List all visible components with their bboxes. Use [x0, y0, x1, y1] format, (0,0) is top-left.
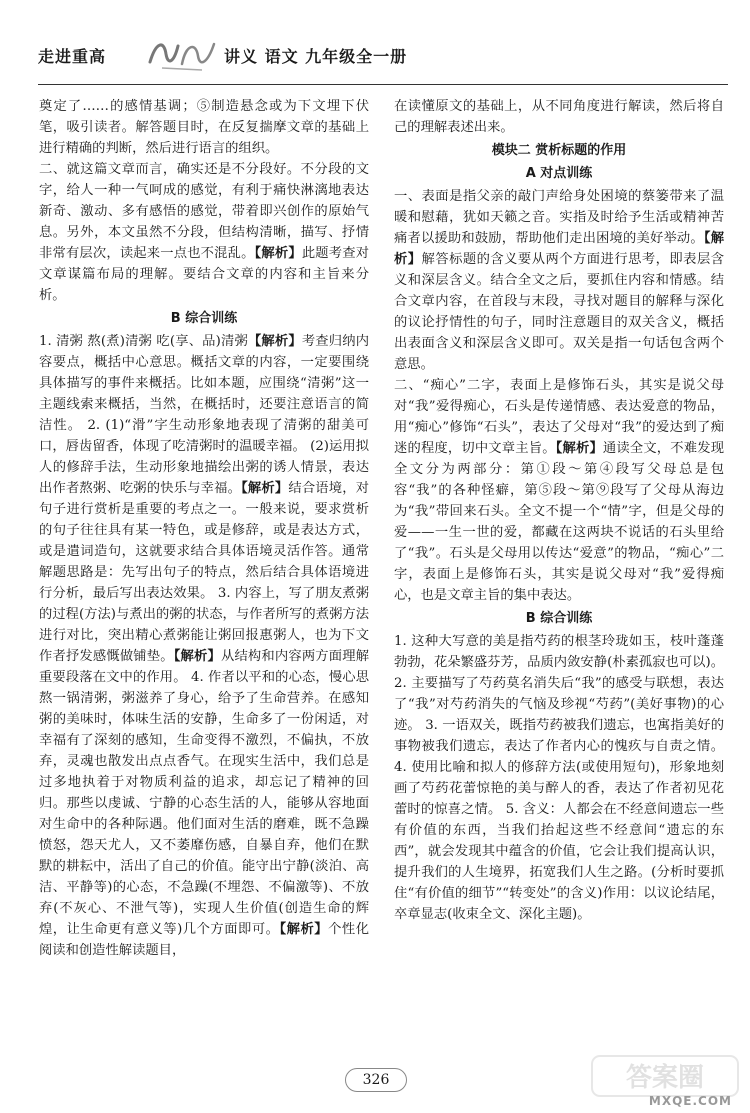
analysis-text: 考查归纳内容要点，概括中心意思。概括文章的内容，一定要围绕具体描写的事件来概括。比如本题，应围绕“清粥”这一主题线索来概括，当然，在概括时，还要注意语言的简洁性。 2. (1)“滑”字生动形象地表现了清粥的甜美可口，唇齿留香，体现了吃清粥时的温暖幸福。 (2)运用拟人的修辞手法，生动形象地描绘出粥的诱人情景，表达出作者熬粥、吃粥的快乐与幸福。 [39, 334, 369, 496]
analysis-tag: 【解析】 [394, 231, 724, 267]
analysis-text: 解答标题的含义要从两个方面进行思考，即表层含义和深层含义。结合全文之后，要抓住内容和情感。结合文章内容，在首段与末段，寻找对题目的解释与深化的议论抒情性的句子，同时注意题目的双关含义，概括出表面含义和深层含义即可。双关是指一句话包含两个意思。 [394, 252, 725, 372]
paragraph: 在读懂原文的基础上，从不同角度进行解读，然后将自己的理解表述出来。 [394, 99, 724, 135]
section-title: B 综合训练 [525, 611, 593, 626]
analysis-tag: 【解析】 [279, 922, 329, 937]
analysis-tag: 【解析】 [173, 649, 221, 664]
analysis-tag: 【解析】 [555, 441, 603, 456]
analysis-text: 结合语境，对句子进行赏析是重要的考点之一。一般来说，要求赏析的句子往往具有某一特色，或是修辞，或是表达方式，或是遣词造句，这就要求结合具体语境灵活作答。通常解题思路是：先写出句子的特点，然后结合具体语境进行分析，最后写出表达效果。 3. 内容上，写了朋友煮粥的过程(方法)与煮出的粥的状态，与作者所写的煮粥方法进行对比，突出精心煮粥能让粥回报惠粥人，也为下文作者抒发感慨做铺垫。 [39, 481, 370, 664]
analysis-text: 通读全文，不难发现全文分为两部分：第①段～第④段写父母总是包容“我”的各种怪癖，第⑤段～第⑨段写了父母从海边为“我”带回来石头。全文不提一个“情”字，但是父母的爱——一生一世的爱，都藏在这两块不说话的石头里给了“我”。石头是父母用以传达“爱意”的物品，“痴心”二字，表面上是修饰石头，其实是说父母对“我”爱得痴心，也是文章主旨的集中表达。 [394, 441, 724, 603]
paragraph: 奠定了……的感情基调；⑤制造悬念或为下文埋下伏笔，吸引读者。解答题目时，在反复揣摩文章的基础上进行精确的判断，然后进行语言的组织。 [39, 99, 369, 156]
peiyou-calligraphy-logo [142, 32, 222, 76]
left-column [39, 96, 369, 961]
analysis-tag: 【解析】 [254, 246, 302, 261]
analysis-text: 个性化阅读和创造性解读题目， [39, 922, 369, 958]
section-title: A 对点训练 [525, 166, 593, 181]
answer-text: 二、就这篇文章而言，确实还是不分段好。不分段的文字，给人一种一气呵成的感觉，有利于痛快淋漓地表达新奇、激动、多有感悟的感觉，带着即兴创作的原始气息。另外，本文虽然不分段，但结构清晰，描写、抒情非常有层次，读起来一点也不混乱。 [39, 162, 369, 261]
right-column [394, 96, 724, 925]
watermark-text: 答案圈 [625, 1063, 705, 1093]
analysis-text: 此题考查对文章谋篇布局的理解。要结合文章的内容和主旨来分析。 [39, 246, 369, 303]
watermark-url: MXQE.COM [648, 1094, 732, 1108]
header-divider [38, 84, 728, 85]
analysis-text: 从结构和内容两方面理解重要段落在文中的作用。 4. 作者以平和的心态，慢心思熬一锅清粥，粥滋养了身心，给予了生命营养。在感知粥的美味时，体味生活的安静，生命多了一份闲适，对幸福有了深刻的感知，生命变得不激烈，不偏执，不放弃，灵魂也散发出点点香气。在现实生活中，我们总是过多地执着于对物质利益的追求，却忘记了精神的回归。那些以虔诚、宁静的心态生活的人，能够从容地面对生命中的各种际遇。他们面对生活的磨难，既不急躁愤怒，怨天尤人，又不萎靡伤感，自暴自弃，他们在默默的耕耘中，活出了自己的价值。能守出宁静(淡泊、高洁、平静等)的心态，不急躁(不埋怨、不偏激等)、不放弃(不灰心、不泄气等)，实现人生价值(创造生命的辉煌，让生命更有意义等)几个方面即可。 [39, 649, 370, 937]
section-title: B 综合训练 [170, 311, 238, 326]
module-title: 模块二 赏析标题的作用 [491, 143, 627, 158]
paragraph [39, 331, 369, 961]
analysis-tag: 【解析】 [241, 481, 289, 496]
page-header [38, 32, 728, 78]
answer-text: 1. 清粥 熬(煮)清粥 吃(享、品)清粥 [39, 334, 248, 349]
paragraph [39, 159, 369, 306]
paragraph: 1. 这种大写意的美是指芍药的根茎玲珑如玉，枝叶蓬蓬勃勃，花朵繁盛芬芳，品质内敛安静(朴素孤寂也可以)。 2. 主要描写了芍药莫名消失后“我”的感受与联想，表达了“我”对芍药消失的气恼及珍视“芍药”(美好事物)的心迹。 3. 一语双关，既指芍药被我们遗忘，也寓指美好的事物被我们遗忘，表达了作者内心的愧疚与自责之情。 4. 使用比喻和拟人的修辞方法(或使用短句)，形象地刻画了芍药花蕾惊艳的美与醉人的香，表达了作者初见花蕾时的惊喜之情。 5. 含义：人都会在不经意间遗忘一些有价值的东西，当我们抬起这些不经意间“遗忘的东西”，就会发现其中蕴含的价值，它会让我们提高认识，提升我们的人生境界，拓宽我们人生之路。(分析时要抓住“有价值的细节”“转变处”的含义)作用：以议论结尾，卒章显志(收束全文、深化主题)。 [394, 634, 724, 922]
page-number: 326 [345, 1068, 407, 1092]
paragraph [394, 375, 724, 606]
paragraph [394, 186, 724, 375]
course-info: 讲义 语文 九年级全一册 [224, 47, 408, 66]
answer-text: 一、表面是指父亲的敲门声给身处困境的蔡篓带来了温暖和慰藉，犹如天籁之音。实指及时给予生活或精神苦痛者以援助和鼓励，帮助他们走出困境的美好举动。 [394, 189, 724, 246]
series-brand: 走进重高 [38, 47, 107, 66]
answer-text: 二、“痴心”二字，表面上是修饰石头，其实是说父母对“我”爱得痴心，石头是传递情感、表达爱意的物品，用“痴心”修饰“石头”，表达了父母对“我”的爱达到了痴迷的程度，切中文章主旨。 [394, 378, 724, 456]
analysis-tag: 【解析】 [247, 334, 302, 349]
